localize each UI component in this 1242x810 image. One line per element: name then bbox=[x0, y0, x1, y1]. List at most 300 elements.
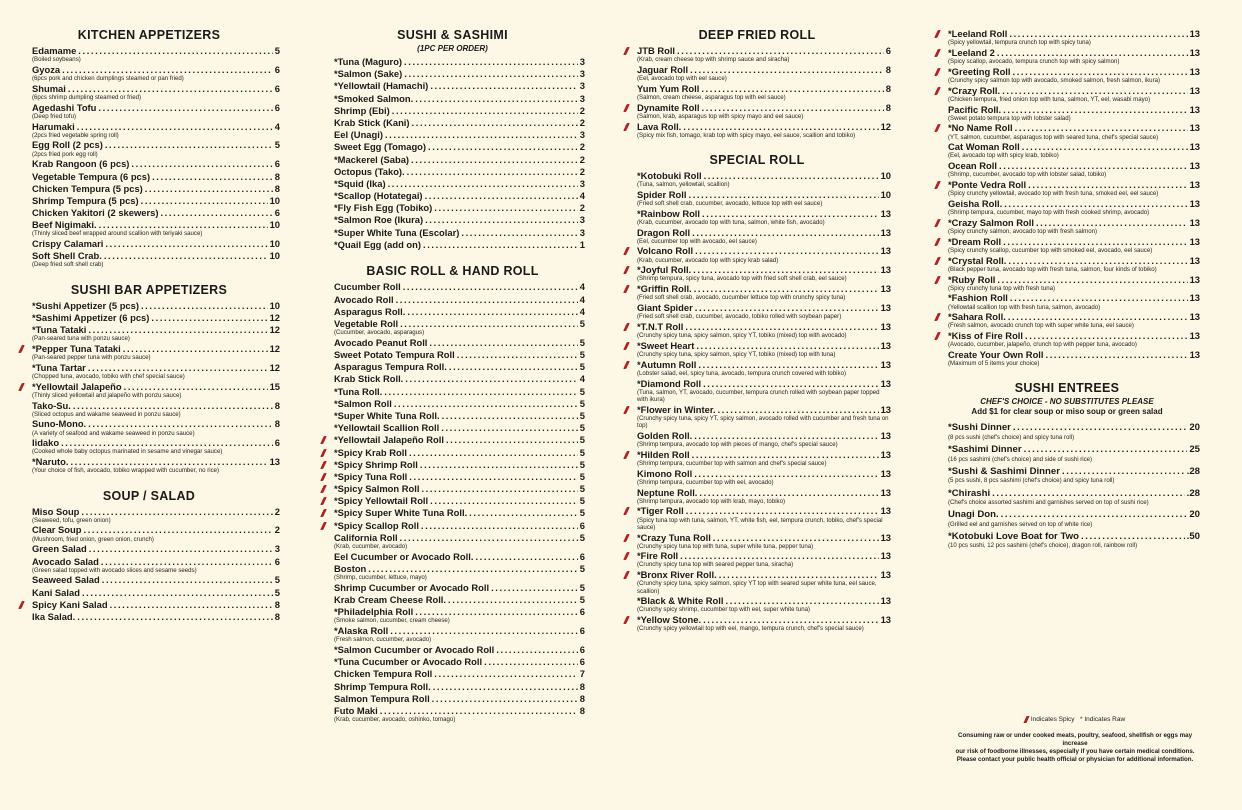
menu-item bbox=[934, 422, 1200, 441]
item-description: (A variety of seafood and wakame seaweed in ponzu sauce) bbox=[32, 429, 195, 437]
item-price: .28 bbox=[1186, 465, 1200, 477]
item-description: (Thinly sliced beef wrapped around scallion with teriyaki sauce) bbox=[32, 230, 203, 238]
item-price: 5 bbox=[579, 434, 585, 446]
dot-leader bbox=[384, 386, 578, 398]
menu-item-line bbox=[637, 550, 891, 562]
dot-leader bbox=[88, 324, 267, 336]
item-description: (Seaweed, tofu, green onion) bbox=[32, 516, 111, 524]
menu-item bbox=[623, 614, 891, 632]
dot-leader bbox=[1081, 531, 1185, 543]
menu-item-line bbox=[637, 64, 891, 76]
item-price: 20 bbox=[1189, 509, 1200, 521]
menu-item-line bbox=[637, 208, 891, 220]
dot-leader bbox=[394, 398, 578, 410]
item-name: *Sushi Appetizer (5 pcs) bbox=[32, 299, 139, 311]
dot-leader bbox=[1025, 330, 1188, 342]
item-description: (Crunchy spicy tuna, spicy salmon, spicy YT top with seared super white tuna, eel sauce, scallion) bbox=[637, 580, 877, 595]
item-name: Pacific Roll. bbox=[948, 103, 1002, 115]
menu-item-line bbox=[32, 102, 280, 114]
menu-item bbox=[623, 170, 891, 188]
menu-item bbox=[934, 66, 1200, 84]
item-price: 3 bbox=[579, 80, 585, 92]
menu-item bbox=[320, 190, 585, 202]
item-name: Shumai bbox=[32, 82, 66, 94]
item-price: 12 bbox=[269, 361, 280, 373]
item-price: 3 bbox=[579, 129, 585, 141]
menu-item-line bbox=[32, 556, 280, 568]
dot-leader bbox=[102, 574, 273, 586]
dot-leader bbox=[421, 483, 577, 495]
menu-item-line bbox=[948, 444, 1200, 456]
menu-item-line bbox=[334, 532, 585, 544]
menu-item-line bbox=[32, 219, 280, 231]
menu-item-line bbox=[637, 359, 891, 371]
dot-leader bbox=[110, 599, 273, 611]
item-name: *Fashion Roll bbox=[948, 292, 1008, 304]
item-price: 6 bbox=[274, 207, 280, 219]
legend-spicy: Indicates Spicy bbox=[1030, 716, 1075, 724]
menu-item-line bbox=[637, 468, 891, 480]
item-name: Tako-Su. bbox=[32, 399, 71, 411]
item-name: Cat Woman Roll bbox=[948, 141, 1020, 153]
item-name: *Tuna Roll. bbox=[334, 385, 383, 397]
menu-item-line bbox=[637, 569, 891, 581]
dot-leader bbox=[694, 468, 878, 480]
item-price: 8 bbox=[274, 170, 280, 182]
spicy-icon bbox=[623, 123, 630, 131]
menu-item-line bbox=[334, 563, 585, 575]
dot-leader bbox=[99, 219, 268, 231]
item-price: 13 bbox=[1189, 84, 1200, 96]
menu-item bbox=[320, 202, 585, 214]
item-description: (Lobster salad, eel, spicy tuna, avocado, tempura crunch covered with tobiko) bbox=[637, 369, 846, 377]
spicy-icon bbox=[18, 601, 25, 609]
menu-item bbox=[623, 264, 891, 282]
menu-item bbox=[18, 158, 280, 170]
menu-item bbox=[934, 488, 1200, 507]
spicy-icon bbox=[623, 507, 630, 515]
item-price: 2 bbox=[579, 104, 585, 116]
menu-item-line bbox=[948, 104, 1200, 116]
dot-leader bbox=[997, 47, 1188, 59]
section-title: KITCHEN APPETIZERS bbox=[77, 28, 221, 42]
item-name: Agedashi Tofu bbox=[32, 101, 97, 113]
item-price: 3 bbox=[579, 92, 585, 104]
menu-item bbox=[18, 611, 280, 623]
menu-item-line bbox=[948, 141, 1200, 153]
menu-item-line bbox=[637, 245, 891, 257]
dot-leader bbox=[124, 381, 268, 393]
dot-leader bbox=[1003, 104, 1187, 116]
menu-item-line bbox=[948, 531, 1200, 543]
item-description: (Fried soft shell crab, cucumber, avocado, tobiko rolled with soybean paper) bbox=[637, 313, 842, 321]
menu-item bbox=[934, 47, 1200, 65]
dot-leader bbox=[701, 83, 883, 95]
item-description: (Smoke salmon, cucumber, cream cheese) bbox=[334, 617, 450, 625]
item-name: *Sushi Dinner bbox=[948, 422, 1011, 434]
menu-item-line bbox=[334, 318, 585, 330]
item-price: 13 bbox=[880, 283, 891, 295]
menu-item-line bbox=[637, 45, 891, 57]
item-description: (Krab, cucumber, avocado) bbox=[334, 542, 408, 550]
dot-leader bbox=[694, 430, 878, 442]
section-basic-roll bbox=[320, 264, 585, 723]
spicy-icon bbox=[623, 266, 630, 274]
item-price: 13 bbox=[1189, 216, 1200, 228]
menu-item bbox=[18, 219, 280, 237]
dot-leader bbox=[699, 487, 878, 499]
item-description: (Pan-seared pepper tuna with ponzu sauce) bbox=[32, 354, 151, 362]
item-description: (Salmon, krab, asparagus top with spicy mayo and eel sauce) bbox=[637, 112, 804, 120]
item-price: 2 bbox=[579, 165, 585, 177]
item-name: Octopus (Tako). bbox=[334, 165, 405, 177]
item-price: 13 bbox=[1189, 349, 1200, 361]
item-description: (Shrimp tempura, cucumber top with salmon and chef's special sauce) bbox=[637, 459, 827, 467]
menu-item bbox=[623, 340, 891, 358]
item-price: 5 bbox=[579, 409, 585, 421]
dot-leader bbox=[396, 294, 578, 306]
item-description: (Spicy crunchy scallop, cucumber top with smoked eel, avocado, eel sauce) bbox=[948, 246, 1153, 254]
item-price: 5 bbox=[579, 446, 585, 458]
section-deep-fried-roll bbox=[623, 28, 891, 139]
dot-leader bbox=[123, 343, 268, 355]
item-name: *Fly Fish Egg (Tobiko) bbox=[334, 202, 433, 214]
item-name: *Joyful Roll. bbox=[637, 264, 692, 276]
item-description: (5 pcs sushi, 8 pcs sashimi (chef's choice) and spicy tuna roll) bbox=[948, 477, 1115, 485]
menu-item bbox=[320, 434, 585, 446]
item-name: Krab Cream Cheese Roll. bbox=[334, 594, 447, 606]
item-price: 5 bbox=[579, 483, 585, 495]
item-description: (Spicy yellowtail, tempura crunch top with spicy tuna) bbox=[948, 39, 1091, 47]
item-description: (Sweet potato tempura top with lobster salad) bbox=[948, 114, 1071, 122]
item-price: 6 bbox=[579, 606, 585, 618]
menu-item bbox=[623, 302, 891, 320]
item-description: (Pan-seared tuna with ponzu sauce) bbox=[32, 335, 130, 343]
menu-item bbox=[320, 68, 585, 80]
item-price: 4 bbox=[579, 190, 585, 202]
item-name: Sweet Potato Tempura Roll bbox=[334, 349, 455, 361]
spicy-icon bbox=[934, 30, 941, 38]
item-name: Volcano Roll bbox=[637, 245, 694, 257]
item-name: Spider Roll bbox=[637, 188, 687, 200]
item-description: (Crunchy spicy shrimp, cucumber top with eel, super white tuna) bbox=[637, 606, 811, 614]
item-name: Miso Soup bbox=[32, 505, 80, 517]
item-description: (Tuna, salmon, YT, avocado, cucumber, tempura crunch rolled with soybean paper topped with ikura) bbox=[637, 388, 880, 403]
menu-item bbox=[623, 121, 891, 139]
spicy-icon bbox=[18, 345, 25, 353]
item-name: Crispy Calamari bbox=[32, 238, 104, 250]
menu-item bbox=[320, 373, 585, 385]
menu-item bbox=[934, 292, 1200, 310]
dot-leader bbox=[703, 614, 878, 626]
menu-item bbox=[18, 418, 280, 436]
menu-item-line bbox=[334, 117, 585, 129]
menu-item bbox=[623, 189, 891, 207]
item-description: (2pcs fried pork egg roll) bbox=[32, 150, 98, 158]
menu-item bbox=[320, 681, 585, 693]
item-description: (10 pcs sushi, 12 pcs sashimi (chef's choice), dragon roll, rainbow roll) bbox=[948, 542, 1138, 550]
item-price: 10 bbox=[880, 169, 891, 181]
spicy-icon bbox=[934, 332, 941, 340]
item-price: 6 bbox=[885, 45, 891, 56]
menu-item bbox=[934, 198, 1200, 216]
menu-item-line bbox=[334, 141, 585, 153]
spicy-icon bbox=[320, 449, 327, 457]
item-price: 3 bbox=[579, 226, 585, 238]
menu-item bbox=[320, 398, 585, 410]
dot-leader bbox=[469, 507, 578, 519]
menu-item bbox=[320, 594, 585, 606]
item-description: (Crunchy spicy tuna, spicy YT, spicy salmon, avocado rolled with cucumber and fresh tuna on top) bbox=[637, 414, 889, 430]
menu-item-line bbox=[32, 195, 280, 207]
dot-leader bbox=[695, 245, 878, 257]
spicy-icon bbox=[320, 522, 327, 530]
dot-leader bbox=[152, 171, 273, 183]
dot-leader bbox=[145, 183, 273, 195]
item-name: Avocado Roll bbox=[334, 293, 394, 305]
section-soup-salad bbox=[18, 489, 280, 623]
item-price: 13 bbox=[880, 614, 891, 626]
menu-column-4 bbox=[934, 28, 1200, 564]
menu-item-line bbox=[334, 386, 585, 398]
item-name: *Kiss of Fire Roll bbox=[948, 330, 1024, 342]
item-description: (Deep fried soft shell crab) bbox=[32, 261, 104, 269]
item-price: 10 bbox=[269, 219, 280, 231]
menu-item bbox=[320, 410, 585, 422]
entree-note-add-soup: Add $1 for clear soup or miso soup or green salad bbox=[971, 406, 1163, 416]
menu-item bbox=[320, 214, 585, 226]
dot-leader bbox=[1013, 422, 1187, 434]
menu-item-line bbox=[32, 362, 280, 374]
dot-leader bbox=[400, 532, 578, 544]
menu-item-line bbox=[334, 644, 585, 656]
item-name: *Sashimi Dinner bbox=[948, 444, 1022, 456]
menu-item bbox=[320, 337, 585, 349]
menu-item bbox=[320, 495, 585, 507]
item-price: 13 bbox=[1189, 65, 1200, 77]
menu-item-line bbox=[334, 582, 585, 594]
menu-item-line bbox=[334, 178, 585, 190]
item-price: 4 bbox=[274, 120, 280, 132]
menu-item bbox=[18, 102, 280, 120]
menu-item bbox=[320, 117, 585, 129]
menu-item bbox=[934, 274, 1200, 292]
item-price: 13 bbox=[880, 302, 891, 314]
menu-item bbox=[18, 45, 280, 63]
item-price: 13 bbox=[880, 403, 891, 415]
dot-leader bbox=[151, 312, 267, 324]
menu-item bbox=[18, 207, 280, 219]
menu-item bbox=[18, 381, 280, 399]
menu-item bbox=[623, 487, 891, 505]
item-name: Spicy Kani Salad bbox=[32, 598, 108, 610]
menu-item-line bbox=[637, 487, 891, 499]
item-description: (16 pcs sashimi (chef's choice) and side of sushi rice) bbox=[948, 455, 1093, 463]
item-name: *Yellowtail Jalapeño bbox=[32, 380, 122, 392]
item-name: *Yellow Stone. bbox=[637, 614, 702, 626]
item-name: Clear Soup bbox=[32, 524, 82, 536]
item-name: *Salmon Cucumber or Avocado Roll bbox=[334, 643, 495, 655]
item-description: (Spicy crunchy yellowtail, avocado top with fresh tuna, smoked eel, eel sauce) bbox=[948, 190, 1159, 198]
menu-item bbox=[18, 195, 280, 207]
item-price: 5 bbox=[579, 361, 585, 373]
item-name: *Salmon Roll bbox=[334, 397, 392, 409]
dot-leader bbox=[89, 543, 273, 555]
dot-leader bbox=[461, 227, 577, 239]
item-price: 2 bbox=[579, 202, 585, 214]
menu-item bbox=[18, 456, 280, 474]
item-name: Cucumber Roll bbox=[334, 281, 401, 293]
dot-leader bbox=[415, 93, 578, 105]
item-name: Beef Nigimaki. bbox=[32, 219, 97, 231]
dot-leader bbox=[685, 321, 878, 333]
item-name: *Salmon (Sake) bbox=[334, 68, 403, 80]
item-name: *Alaska Roll bbox=[334, 625, 389, 637]
menu-item-line bbox=[637, 121, 891, 133]
item-description: (Shrimp tempura, cucumber top with eel, avocado) bbox=[637, 478, 774, 486]
item-description: (Your choice of fish, avocado, tobiko wrapped with cucumber, no rice) bbox=[32, 467, 220, 475]
item-name: *Sahara Roll. bbox=[948, 311, 1006, 323]
spicy-icon bbox=[934, 124, 941, 132]
menu-item-line bbox=[32, 207, 280, 219]
menu-item bbox=[934, 236, 1200, 254]
item-name: *Crazy Tuna Roll bbox=[637, 531, 711, 543]
menu-item-line bbox=[32, 121, 280, 133]
item-name: California Roll bbox=[334, 531, 398, 543]
spicy-icon bbox=[320, 461, 327, 469]
item-description: (Eel, avocado top with spicy krab, tobiko) bbox=[948, 152, 1059, 160]
spicy-icon bbox=[934, 68, 941, 76]
spicy-icon bbox=[320, 509, 327, 517]
item-price: 6 bbox=[274, 158, 280, 170]
menu-item bbox=[18, 312, 280, 324]
menu-item-line bbox=[334, 705, 585, 717]
dot-leader bbox=[677, 45, 884, 57]
menu-item-line bbox=[334, 668, 585, 680]
item-name: *Smoked Salmon. bbox=[334, 92, 414, 104]
menu-item-line bbox=[334, 93, 585, 105]
menu-item bbox=[18, 574, 280, 586]
item-name: *Spicy Scallop Roll bbox=[334, 519, 419, 531]
dot-leader bbox=[78, 45, 272, 57]
menu-item bbox=[623, 83, 891, 101]
item-name: *Black & White Roll bbox=[637, 595, 724, 607]
item-price: 6 bbox=[579, 643, 585, 655]
item-name: Asparagus Tempura Roll. bbox=[334, 361, 447, 373]
item-description: (Maximum of 5 items your choice) bbox=[948, 360, 1040, 368]
item-price: 5 bbox=[579, 470, 585, 482]
menu-item bbox=[18, 343, 280, 361]
dot-leader bbox=[686, 505, 879, 517]
menu-item-line bbox=[948, 122, 1200, 134]
item-name: Eel Cucumber or Avocado Roll. bbox=[334, 550, 474, 562]
item-name: Kani Salad bbox=[32, 586, 80, 598]
item-price: 8 bbox=[274, 610, 280, 622]
menu-item bbox=[320, 361, 585, 373]
menu-item bbox=[18, 183, 280, 195]
menu-item bbox=[320, 693, 585, 705]
item-name: *Super White Tuna Roll. bbox=[334, 409, 440, 421]
item-price: 12 bbox=[269, 311, 280, 323]
dot-leader bbox=[680, 550, 878, 562]
menu-item bbox=[934, 311, 1200, 329]
dot-leader bbox=[420, 459, 578, 471]
item-price: 13 bbox=[269, 456, 280, 468]
item-description: (Crunchy spicy tuna, spicy salmon, spicy YT, tobiko (mixed) top with avocado) bbox=[637, 332, 847, 340]
menu-item bbox=[934, 122, 1200, 140]
item-name: Yum Yum Roll bbox=[637, 82, 700, 94]
spicy-icon bbox=[623, 323, 630, 331]
dot-leader bbox=[81, 506, 272, 518]
menu-item bbox=[934, 444, 1200, 463]
menu-item-line bbox=[637, 302, 891, 314]
menu-item bbox=[623, 595, 891, 613]
item-name: *Salmon Roe (Ikura) bbox=[334, 214, 424, 226]
menu-item bbox=[934, 85, 1200, 103]
dot-leader bbox=[1004, 198, 1187, 210]
item-description: (Shrimp tempura, cucumber, mayo top with fresh cooked shrimp, avocado) bbox=[948, 209, 1150, 217]
menu-item bbox=[623, 468, 891, 486]
item-price: 4 bbox=[579, 373, 585, 385]
dot-leader bbox=[702, 208, 879, 220]
item-name: Avocado Salad bbox=[32, 555, 99, 567]
dot-leader bbox=[433, 681, 578, 693]
dot-leader bbox=[692, 449, 879, 461]
item-price: 13 bbox=[880, 429, 891, 441]
menu-item-line bbox=[32, 312, 280, 324]
item-name: *Dream Roll bbox=[948, 235, 1002, 247]
dot-leader bbox=[1002, 85, 1187, 97]
menu-item-line bbox=[948, 466, 1200, 478]
menu-item-line bbox=[334, 373, 585, 385]
spicy-icon bbox=[320, 436, 327, 444]
item-price: 13 bbox=[880, 320, 891, 332]
menu-item bbox=[934, 330, 1200, 348]
dot-leader bbox=[160, 207, 272, 219]
item-name: Shrimp (Ebi) bbox=[334, 104, 390, 116]
menu-item bbox=[320, 154, 585, 166]
menu-item-line bbox=[334, 606, 585, 618]
dot-leader bbox=[428, 141, 578, 153]
item-price: 13 bbox=[880, 245, 891, 257]
menu-item-line bbox=[948, 330, 1200, 342]
dot-leader bbox=[1009, 28, 1187, 40]
section-subtitle bbox=[934, 397, 1200, 416]
item-price: 5 bbox=[274, 45, 280, 56]
menu-item-line bbox=[637, 378, 891, 390]
item-name: Sweet Egg (Tomago) bbox=[334, 141, 427, 153]
item-price: 4 bbox=[579, 293, 585, 305]
spicy-icon bbox=[623, 47, 630, 55]
menu-item-line bbox=[334, 625, 585, 637]
section-special-roll-continued bbox=[934, 28, 1200, 367]
item-name: Edamame bbox=[32, 45, 77, 56]
item-name: *Quail Egg (add on) bbox=[334, 238, 421, 250]
menu-item-line bbox=[334, 306, 585, 318]
dot-leader bbox=[475, 551, 577, 563]
item-name: Krab Stick Roll. bbox=[334, 373, 404, 385]
menu-item-line bbox=[948, 47, 1200, 59]
menu-item-line bbox=[32, 506, 280, 518]
item-price: 5 bbox=[274, 139, 280, 151]
menu-item bbox=[320, 532, 585, 550]
spicy-icon bbox=[934, 219, 941, 227]
menu-item bbox=[320, 606, 585, 624]
item-description: (Salmon, cream cheese, asparagus top with eel sauce) bbox=[637, 93, 786, 101]
item-name: Chicken Tempura (5 pcs) bbox=[32, 182, 143, 194]
item-name: *Yellowtail Scallion Roll bbox=[334, 422, 440, 434]
dot-leader bbox=[392, 105, 578, 117]
